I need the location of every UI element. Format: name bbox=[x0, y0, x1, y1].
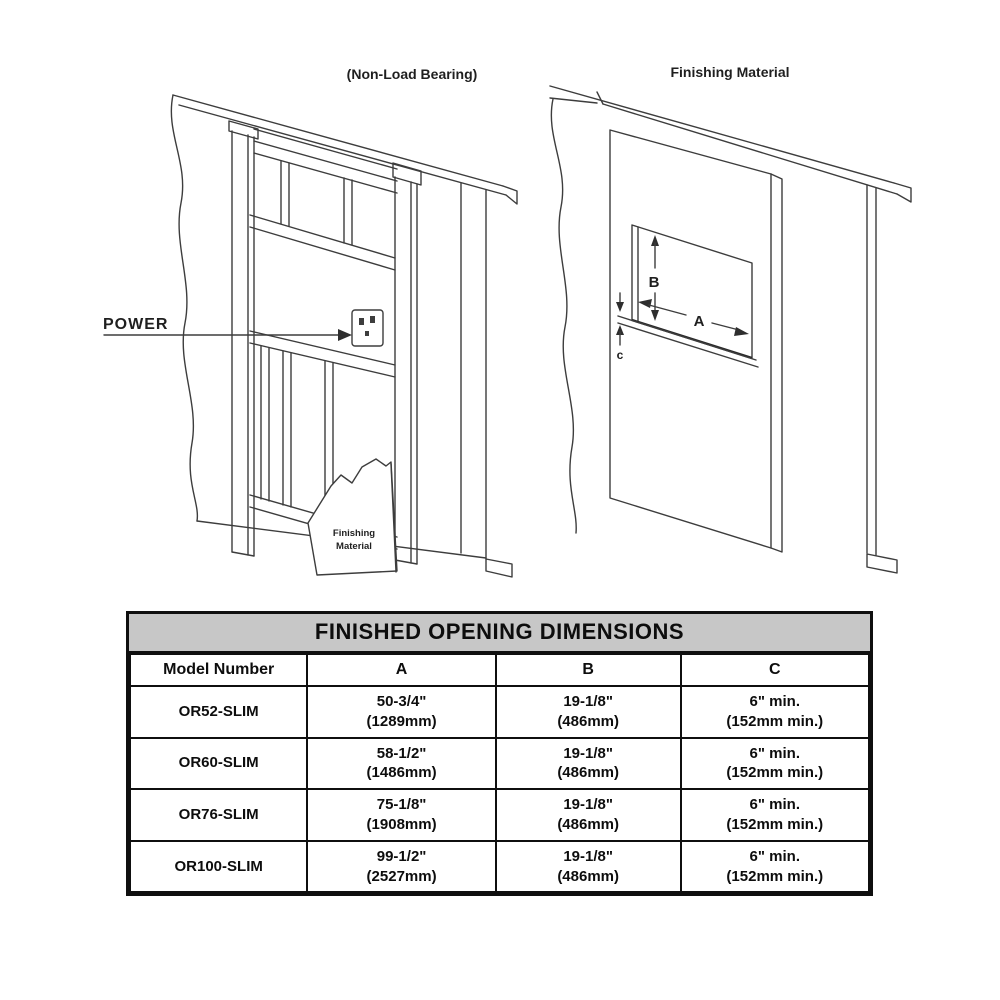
model-cell: OR52-SLIM bbox=[130, 686, 307, 738]
table-row bbox=[130, 841, 869, 893]
column-header-c: C bbox=[681, 654, 869, 686]
dimension-cell: 50-3/4" (1289mm) bbox=[307, 686, 495, 738]
dimension-cell: 6" min. (152mm min.) bbox=[681, 841, 869, 893]
table-row bbox=[130, 738, 869, 790]
dimension-cell: 99-1/2" (2527mm) bbox=[307, 841, 495, 893]
power-callout bbox=[103, 316, 352, 341]
dimension-cell: 75-1/8" (1908mm) bbox=[307, 789, 495, 841]
finishing-material-label-line2: Material bbox=[336, 541, 372, 552]
left-diagram-caption: (Non-Load Bearing) bbox=[346, 66, 478, 82]
framing-diagram bbox=[95, 55, 525, 600]
power-label: POWER bbox=[103, 316, 169, 333]
dimension-cell: 6" min. (152mm min.) bbox=[681, 686, 869, 738]
dim-c-label: c bbox=[616, 348, 624, 362]
finishing-diagram bbox=[540, 55, 970, 600]
dimension-cell: 6" min. (152mm min.) bbox=[681, 738, 869, 790]
dimensions-table bbox=[126, 611, 873, 896]
finishing-material-panel bbox=[308, 459, 397, 575]
column-header-model: Model Number bbox=[130, 654, 307, 686]
right-diagram-caption: Finishing Material bbox=[670, 64, 790, 80]
finishing-material-label-line1: Finishing bbox=[332, 528, 376, 539]
table-row bbox=[130, 789, 869, 841]
dimension-cell: 19-1/8" (486mm) bbox=[496, 738, 681, 790]
column-header-b: B bbox=[496, 654, 681, 686]
table-header-row bbox=[130, 654, 869, 686]
dimensions-grid bbox=[129, 653, 870, 893]
table-body bbox=[130, 686, 869, 892]
model-cell: OR100-SLIM bbox=[130, 841, 307, 893]
table-row bbox=[130, 686, 869, 738]
dimension-cell: 19-1/8" (486mm) bbox=[496, 789, 681, 841]
dim-b-label: B bbox=[648, 274, 660, 291]
dimension-cell: 19-1/8" (486mm) bbox=[496, 686, 681, 738]
power-outlet-icon bbox=[352, 310, 383, 346]
model-cell: OR76-SLIM bbox=[130, 789, 307, 841]
dimension-cell: 6" min. (152mm min.) bbox=[681, 789, 869, 841]
dimension-cell: 58-1/2" (1486mm) bbox=[307, 738, 495, 790]
table-title: FINISHED OPENING DIMENSIONS bbox=[129, 614, 870, 653]
dimension-cell: 19-1/8" (486mm) bbox=[496, 841, 681, 893]
column-header-a: A bbox=[307, 654, 495, 686]
model-cell: OR60-SLIM bbox=[130, 738, 307, 790]
dim-a-label: A bbox=[693, 313, 705, 330]
